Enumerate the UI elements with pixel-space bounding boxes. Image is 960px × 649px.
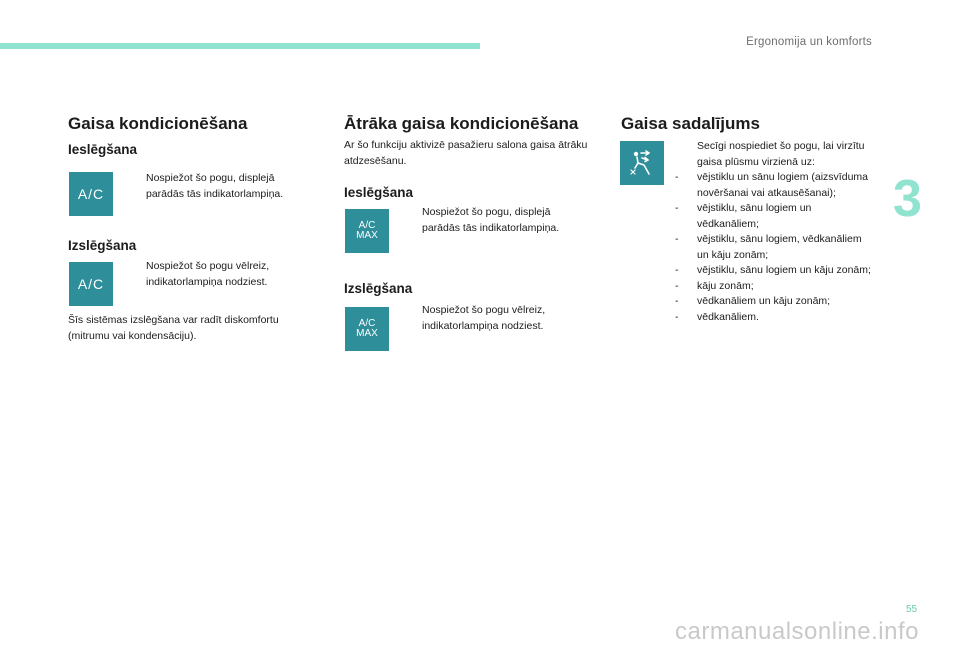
section-title: Ergonomija un komforts xyxy=(746,36,872,48)
ac-max-intro: Ar šo funkciju aktivizē pasažieru salona gaisa ātrāku atdzesēšanu. xyxy=(344,139,588,167)
air-distribution-step-text: Secīgi nospiediet šo pogu, lai virzītu gaisa plūsmu virzienā uz: xyxy=(697,140,865,168)
ac-max-on-heading: Ieslēgšana xyxy=(344,185,414,200)
ac-max-button-line2: MAX xyxy=(356,328,378,339)
air-distribution-button xyxy=(620,141,664,185)
page-number: 55 xyxy=(906,604,918,615)
list-item: - vējstiklu, sānu logiem un vēdkanāliem; xyxy=(675,202,812,230)
ac-max-off-text: Nospiežot šo pogu vēlreiz, indikatorlampiņa nodziest. xyxy=(422,304,546,332)
ac-max-button xyxy=(345,307,389,351)
ac-on-heading: Ieslēgšana xyxy=(68,142,138,157)
air-distribution-list xyxy=(675,170,875,325)
ac-button: A/C xyxy=(69,262,113,306)
list-item: - kāju zonām; xyxy=(675,279,754,292)
ac-off-text: Nospiežot šo pogu vēlreiz, indikatorlampiņa nodziest. xyxy=(146,260,270,288)
air-distribution-step xyxy=(675,139,875,170)
finger-pointer-icon xyxy=(400,303,422,334)
air-distribution-title: Gaisa sadalījums xyxy=(621,114,760,133)
air-distribution-icon xyxy=(627,148,657,178)
ac-max-button-line2: MAX xyxy=(356,230,378,241)
list-item: - vēdkanāliem un kāju zonām; xyxy=(675,295,831,307)
watermark: carmanualsonline.info xyxy=(675,618,919,645)
ac-off-heading: Izslēgšana xyxy=(68,238,137,253)
finger-pointer-icon xyxy=(675,139,697,170)
chapter-number: 3 xyxy=(893,170,922,228)
ac-title: Gaisa kondicionēšana xyxy=(68,114,248,133)
ac-max-on-text: Nospiežot šo pogu, displejā parādās tās indikatorlampiņa. xyxy=(422,206,560,234)
ac-on-step xyxy=(124,171,314,202)
ac-max-off-step xyxy=(400,303,590,334)
top-accent-bar xyxy=(0,43,480,49)
ac-button: A/C xyxy=(69,172,113,216)
finger-pointer-icon xyxy=(400,205,422,236)
list-item: - vējstiklu, sānu logiem, vēdkanāliem un kāju zonām; xyxy=(675,233,862,261)
ac-off-step xyxy=(124,259,314,290)
ac-max-button xyxy=(345,209,389,253)
list-item: - vēdkanāliem. xyxy=(675,310,759,323)
ac-max-button-line1: A/C xyxy=(358,317,376,329)
ac-note: Šīs sistēmas izslēgšana var radīt diskomfortu (mitrumu vai kondensāciju). xyxy=(68,314,279,342)
ac-max-off-heading: Izslēgšana xyxy=(344,281,413,296)
ac-max-title: Ātrāka gaisa kondicionēšana xyxy=(344,114,579,133)
finger-pointer-icon xyxy=(124,259,146,290)
finger-pointer-icon xyxy=(124,171,146,202)
list-item: - vējstiklu, sānu logiem un kāju zonām; xyxy=(675,264,871,276)
ac-max-button-line1: A/C xyxy=(358,219,376,231)
list-item: - vējstiklu un sānu logiem (aizsvīduma novēršanai vai atkausēšanai); xyxy=(675,171,868,199)
ac-max-on-step xyxy=(400,205,590,236)
ac-on-text: Nospiežot šo pogu, displejā parādās tās indikatorlampiņa. xyxy=(146,172,284,200)
